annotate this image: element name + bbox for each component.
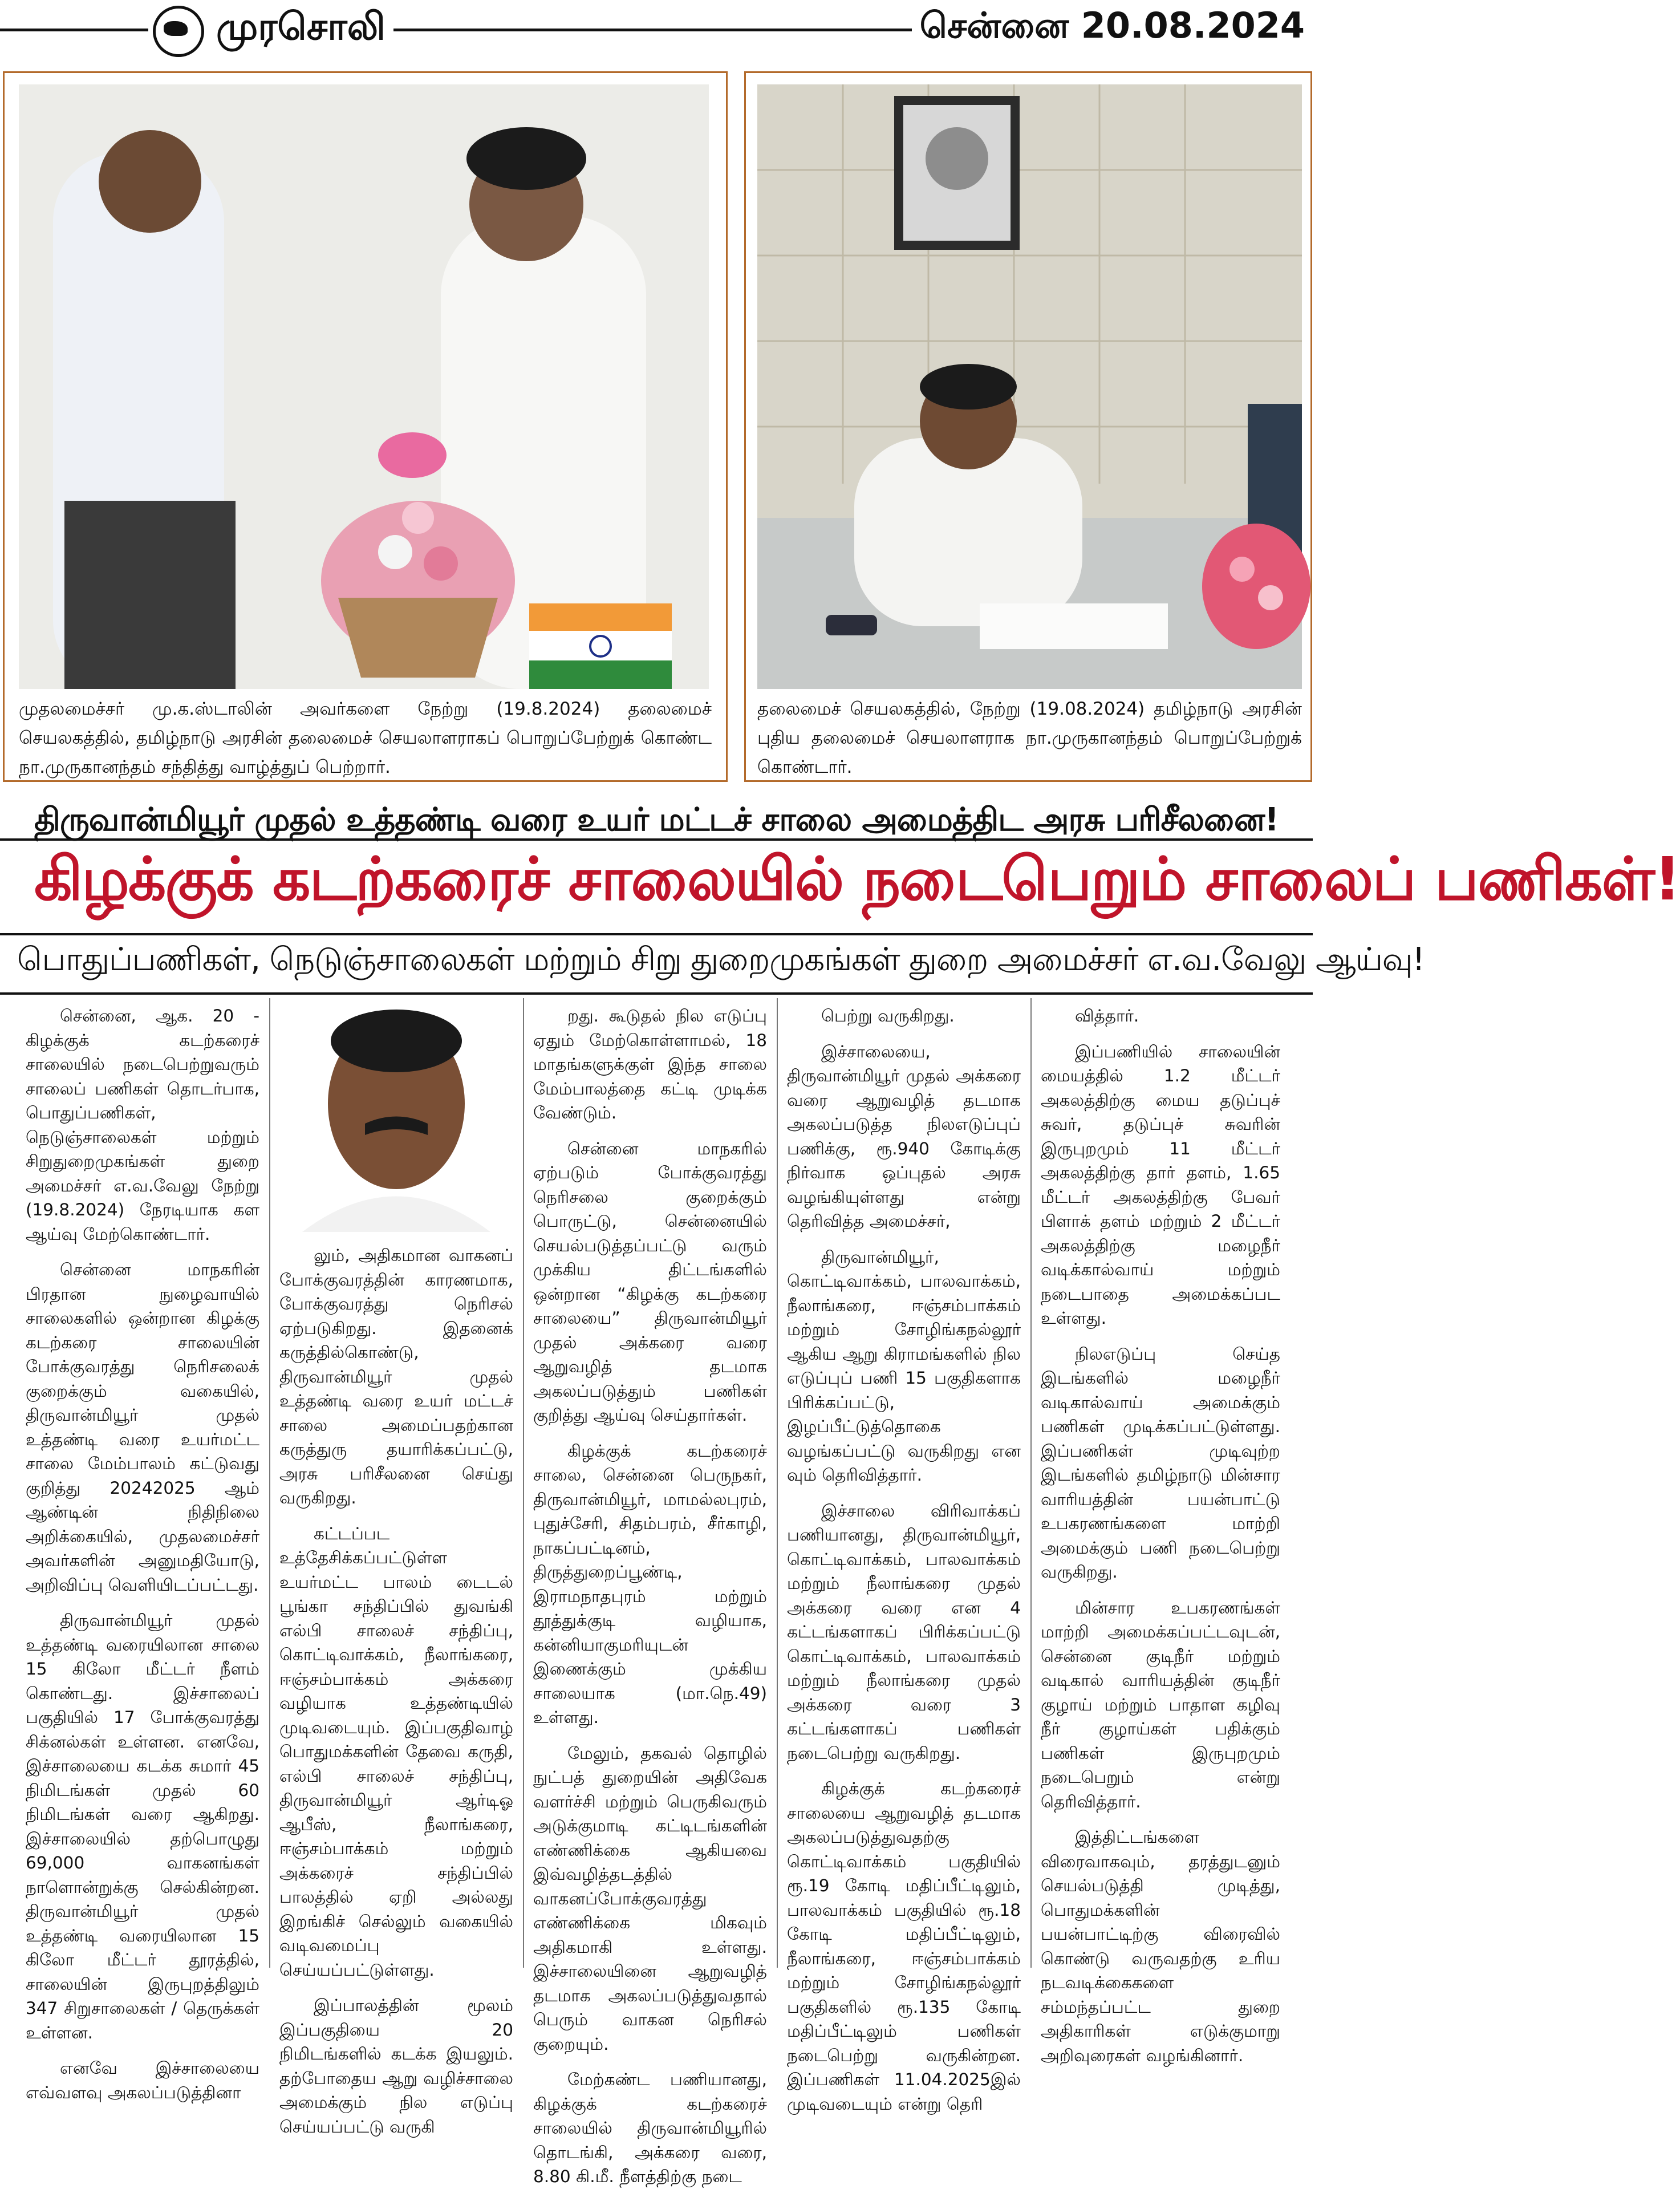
photo-signing-at-desk: [757, 84, 1302, 689]
paragraph: றது. கூடுதல் நில எடுப்பு ஏதும் மேற்கொள்ளாமல், 18 மாதங்களுக்குள் இந்த சாலை மேம்பாலத்தை கட்டி முடிக்க வேண்டும்.: [533, 1006, 767, 1122]
signing-illustration: [757, 84, 1302, 689]
photo-handshake-bouquet: [19, 84, 709, 689]
main-headline: கிழக்குக் கடற்கரைச் சாலையில் நடைபெறும் சாலைப் பணிகள்!: [34, 844, 1680, 914]
paragraph: மேற்கண்ட பணியானது, கிழக்குக் கடற்கரைச் சாலையில் திருவான்மியூரில் தொடங்கி, அக்கரை வரை, 8.80 கி.மீ. நீளத்திற்கு நடை: [533, 2070, 767, 2186]
paragraph: இப்பணியில் சாலையின் மையத்தில் 1.2 மீட்டர் அகலத்திற்கு மைய தடுப்புச் சுவர், தடுப்புச் சுவரின் இருபுறமும் 11 மீட்டர் அகலத்திற்கு தார் தளம், 1.65 மீட்டர் அகலத்திற்கு பேவர் பிளாக் தளம் மற்றும் 2 மீட்டர் அகலத்திற்கு மழைநீர் வடிக்கால்வாய் மற்றும் நடைபாதை அமைக்கப்பட உள்ளது.: [1041, 1041, 1280, 1328]
article-column-4: [787, 1004, 1021, 2116]
article-column-5: [1041, 1004, 1280, 2068]
photo-box-left: [3, 71, 728, 782]
photo-minister-portrait: [279, 1001, 516, 1232]
photo-caption-left: முதலமைச்சர் மு.க.ஸ்டாலின் அவர்களை நேற்று (19.8.2024) தலைமைச் செயலகத்தில், தமிழ்நாடு அரசின் தலைமைச் செயலாளராகப் பொறுப்பேற்றுக் கொண்ட நா.முருகானந்தம் சந்தித்து வாழ்த்துப் பெற்றார்.: [19, 699, 712, 777]
paragraph: பெற்று வருகிறது.: [821, 1006, 955, 1025]
paragraph: கிழக்குக் கடற்கரைச் சாலை, சென்னை பெருநகர், திருவான்மியூர், மாமல்லபுரம், புதுச்சேரி, சிதம்பரம், சீர்காழி, நாகப்பட்டினம், திருத்துறைப்பூண்டி, இராமநாதபுரம் மற்றும் தூத்துக்குடி வழியாக, கன்னியாகுமரியுடன் இணைக்கும் முக்கிய சாலையாக (மா.நெ.49) உள்ளது.: [533, 1441, 767, 1727]
column-divider: [269, 998, 270, 1968]
masthead: [0, 0, 1313, 63]
paragraph: இச்சாலையை, திருவான்மியூர் முதல் அக்கரை வரை ஆறுவழித் தடமாக அகலப்படுத்த நிலஎடுப்புப் பணிக்கு, ரூ.940 கோடிக்கு நிர்வாக ஒப்புதல் அரசு வழங்கியுள்ளது என்று தெரிவித்த அமைச்சர்,: [787, 1041, 1021, 1231]
paragraph: சென்னை மாநகரில் ஏற்படும் போக்குவரத்து நெரிசலை குறைக்கும் பொருட்டு, சென்னையில் செயல்படுத்தப்பட்டு வரும் முக்கிய திட்டங்களில் ஒன்றான “கிழக்கு கடற்கரை சாலையை” திருவான்மியூர் முதல் அக்கரை வரை ஆறுவழித் தடமாக அகலப்படுத்தும் பணிகள் குறித்து ஆய்வு செய்தார்கள்.: [533, 1138, 767, 1425]
paragraph: சென்னை மாநகரின் பிரதான நுழைவாயில் சாலைகளில் ஒன்றான கிழக்கு கடற்கரை சாலையின் போக்குவரத்து நெரிசலைக் குறைக்கும் வகையில், திருவான்மியூர் முதல் உத்தண்டி வரை உயர்மட்ட சாலை மேம்பாலம் கட்டுவது குறித்து 20242025 ஆம் ஆண்டின் நிதிநிலை அறிக்கையில், முதலமைச்சர் அவர்களின் அனுமதியோடு, அறிவிப்பு வெளியிடப்பட்டது.: [26, 1260, 259, 1595]
paragraph: திருவான்மியூர் முதல் உத்தண்டி வரையிலான சாலை 15 கிலோ மீட்டர் நீளம் கொண்டது. இச்சாலைப் பகுதியில் 17 போக்குவரத்து சிக்னல்கள் உள்ளன. எனவே, இச்சாலையை கடக்க சுமார் 45 நிமிடங்கள் முதல் 60 நிமிடங்கள் வரை ஆகிறது. இச்சாலையில் தற்பொழுது 69,000 வாகனங்கள் நாளொன்றுக்கு செல்கின்றன. திருவான்மியூர் முதல் உத்தண்டி வரையிலான 15 கிலோ மீட்டர் தூரத்தில், சாலையின் இருபுறத்திலும் 347 சிறுசாலைகள் / தெருக்கள் உள்ளன.: [26, 1611, 259, 2042]
photo-caption-right: தலைமைச் செயலகத்தில், நேற்று (19.08.2024) தமிழ்நாடு அரசின் புதிய தலைமைச் செயலாளராக நா.முருகானந்தம் பொறுப்பேற்றுக் கொண்டார்.: [757, 699, 1302, 777]
headline-rule-middle: [0, 933, 1313, 935]
column-divider: [523, 998, 524, 1968]
paragraph: கட்டப்பட உத்தேசிக்கப்பட்டுள்ள உயர்மட்ட பாலம் டைடல் பூங்கா சந்திப்பில் துவங்கி எல்பி சாலைச் சந்திப்பு, கொட்டிவாக்கம், நீலாங்கரை, ஈஞ்சம்பாக்கம் அக்கரை வழியாக உத்தண்டியில் முடிவடையும். இப்பகுதிவாழ் பொதுமக்களின் தேவை கருதி, எல்பி சாலைச் சந்திப்பு, திருவான்மியூர் ஆர்டிஓ ஆபீஸ், நீலாங்கரை, ஈஞ்சம்பாக்கம் மற்றும் அக்கரைச் சந்திப்பில் பாலத்தில் ஏறி அல்லது இறங்கிச் செல்லும் வகையில் வடிவமைப்பு செய்யப்பட்டுள்ளது.: [279, 1523, 513, 1980]
headline-rule-bottom: [0, 992, 1313, 995]
drum-logo-icon: [153, 6, 204, 57]
kicker-headline: திருவான்மியூர் முதல் உத்தண்டி வரை உயர் மட்டச் சாலை அமைத்திட அரசு பரிசீலனை!: [34, 801, 1279, 838]
headline-rule-top: [0, 838, 1313, 841]
paragraph: சென்னை, ஆக. 20 - கிழக்குக் கடற்கரைச் சாலையில் நடைபெற்றுவரும் சாலைப் பணிகள் தொடர்பாக, பொதுப்பணிகள், நெடுஞ்சாலைகள் மற்றும் சிறுதுறைமுகங்கள் துறை அமைச்சர் எ.வ.வேலு நேற்று (19.8.2024) நேரடியாக கள ஆய்வு மேற்கொண்டார்.: [26, 1006, 259, 1244]
paragraph: எனவே இச்சாலையை எவ்வளவு அகலப்படுத்தினா: [26, 2058, 259, 2102]
column-divider: [1030, 998, 1032, 1968]
photo-box-right: [744, 71, 1312, 782]
paragraph: திருவான்மியூர், கொட்டிவாக்கம், பாலவாக்கம், நீலாங்கரை, ஈஞ்சம்பாக்கம் மற்றும் சோழிங்கநல்லூர் ஆகிய ஆறு கிராமங்களில் நில எடுப்புப் பணி 15 பகுதிகளாக பிரிக்கப்பட்டு, இழப்பீட்டுத்தொகை வழங்கப்பட்டு வருகிறது என வும் தெரிவித்தார்.: [787, 1247, 1021, 1485]
dateline: சென்னை 20.08.2024: [912, 5, 1305, 51]
article-column-3: [533, 1004, 767, 2189]
handshake-illustration: [19, 84, 709, 689]
paragraph: இப்பாலத்தின் மூலம் இப்பகுதியை 20 நிமிடங்களில் கடக்க இயலும். தற்போதைய ஆறு வழிச்சாலை அமைக்கும் நில எடுப்பு செய்யப்பட்டு வருகி: [279, 1996, 513, 2137]
paragraph: இத்திட்டங்களை விரைவாகவும், தரத்துடனும் செயல்படுத்தி முடித்து, பொதுமக்களின் பயன்பாட்டிற்கு விரைவில் கொண்டு வருவதற்கு உரிய நடவடிக்கைகளை சம்மந்தப்பட்ட துறை அதிகாரிகள் எடுக்குமாறு அறிவுரைகள் வழங்கினார்.: [1041, 1827, 1280, 2065]
masthead-rule-center: [393, 29, 958, 31]
paragraph: லும், அதிகமான வாகனப் போக்குவரத்தின் காரணமாக, போக்குவரத்து நெரிசல் ஏற்படுகிறது. இதனைக் கருத்தில்கொண்டு, திருவான்மியூர் முதல் உத்தண்டி வரை உயர் மட்டச் சாலை அமைப்பதற்கான கருத்துரு தயாரிக்கப்பட்டு, அரசு பரிசீலனை செய்து வருகிறது.: [279, 1246, 513, 1507]
masthead-rule-left: [0, 29, 148, 31]
article-column-1: [26, 1004, 259, 2105]
paragraph: இச்சாலை விரிவாக்கப் பணியானது, திருவான்மியூர், கொட்டிவாக்கம், பாலவாக்கம் மற்றும் நீலாங்கரை முதல் அக்கரை வரை என 4 கட்டங்களாகப் பிரிக்கப்பட்டு கொட்டிவாக்கம், பாலவாக்கம் மற்றும் நீலாங்கரை முதல் அக்கரை வரை 3 கட்டங்களாகப் பணிகள் நடைபெற்று வருகிறது.: [787, 1501, 1021, 1763]
paragraph: மேலும், தகவல் தொழில் நுட்பத் துறையின் அதிவேக வளர்ச்சி மற்றும் பெருகிவரும் அடுக்குமாடி கட்டிடங்களின் எண்ணிக்கை ஆகியவை இவ்வழித்தடத்தில் வாகனப்போக்குவரத்து எண்ணிக்கை மிகவும் அதிகமாகி உள்ளது. இச்சாலையினை ஆறுவழித் தடமாக அகலப்படுத்துவதால் பெரும் வாகன நெரிசல் குறையும்.: [533, 1743, 767, 2054]
article-column-2: [279, 1243, 513, 2139]
paragraph: கிழக்குக் கடற்கரைச் சாலையை ஆறுவழித் தடமாக அகலப்படுத்துவதற்கு கொட்டிவாக்கம் பகுதியில் ரூ.19 கோடி மதிப்பீட்டிலும், பாலவாக்கம் பகுதியில் ரூ.18 கோடி மதிப்பீட்டிலும், நீலாங்கரை, ஈஞ்சம்பாக்கம் மற்றும் சோழிங்கநல்லூர் பகுதிகளில் ரூ.135 கோடி மதிப்பீட்டிலும் பணிகள் நடைபெற்று வருகின்றன. இப்பணிகள் 11.04.2025இல் முடிவடையும் என்று தெரி: [787, 1779, 1021, 2114]
paragraph: மின்சார உபகரணங்கள் மாற்றி அமைக்கப்பட்டவுடன், சென்னை குடிநீர் மற்றும் வடிகால் வாரியத்தின் குடிநீர் குழாய் மற்றும் பாதாள கழிவு நீர் குழாய்கள் பதிக்கும் பணிகள் இருபுறமும் நடைபெறும் என்று தெரிவித்தார்.: [1041, 1598, 1280, 1811]
column-divider: [777, 998, 778, 1968]
paragraph: நிலஎடுப்பு செய்த இடங்களில் மழைநீர் வடிகால்வாய் அமைக்கும் பணிகள் முடிக்கப்பட்டுள்ளது. இப்பணிகள் முடிவுற்ற இடங்களில் தமிழ்நாடு மின்சார வாரியத்தின் பயன்பாட்டு உபகரணங்களை மாற்றி அமைக்கும் பணி நடைபெற்று வருகிறது.: [1041, 1344, 1280, 1582]
paragraph: வித்தார்.: [1075, 1006, 1139, 1025]
sub-headline: பொதுப்பணிகள், நெடுஞ்சாலைகள் மற்றும் சிறு துறைமுகங்கள் துறை அமைச்சர் எ.வ.வேலு ஆய்வு!: [17, 941, 1425, 978]
portrait-illustration: [279, 1001, 516, 1232]
paper-name: முரசொலி: [208, 5, 393, 54]
